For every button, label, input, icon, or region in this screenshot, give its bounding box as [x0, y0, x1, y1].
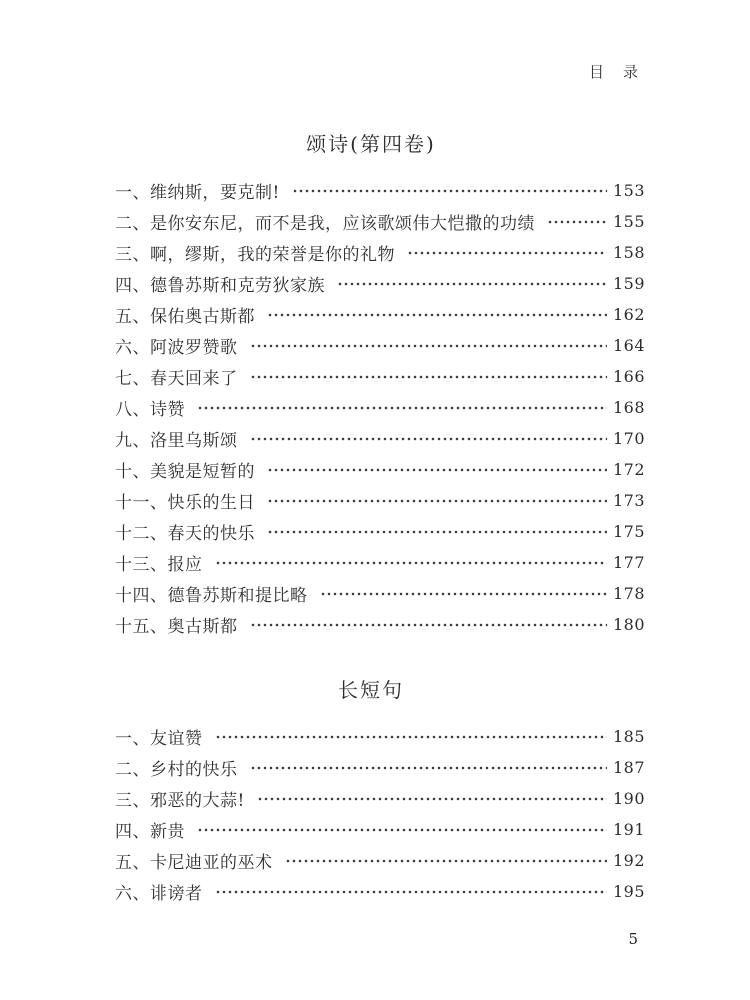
toc-entry-page: 177	[612, 553, 645, 572]
dot-leader	[547, 206, 607, 237]
toc-sections	[115, 130, 645, 907]
toc-entry-page: 158	[612, 243, 645, 262]
toc-entry-label: 十五、奥古斯都	[115, 617, 238, 637]
toc-header: 目 录	[588, 63, 640, 81]
toc-entry-label: 十一、快乐的生日	[115, 493, 255, 513]
toc-entry	[115, 485, 645, 516]
toc-entry-label: 七、春天回来了	[115, 369, 238, 389]
toc-entry-label: 二、乡村的快乐	[115, 760, 238, 780]
dot-leader	[267, 485, 607, 516]
section-entries	[115, 721, 645, 907]
toc-entry-label: 三、啊，缪斯，我的荣誉是你的礼物	[115, 245, 395, 265]
toc-entry-page: 187	[612, 758, 645, 777]
toc-entry-label: 十三、报应	[115, 555, 203, 575]
toc-entry-page: 180	[612, 615, 645, 634]
toc-entry	[115, 237, 645, 268]
dot-leader	[250, 423, 607, 454]
toc-entry-label: 二、是你安东尼，而不是我，应该歌颂伟大恺撒的功绩	[115, 214, 535, 234]
toc-entry	[115, 814, 645, 845]
toc-entry	[115, 721, 645, 752]
section-entries	[115, 175, 645, 640]
dot-leader	[215, 876, 607, 907]
toc-entry-label: 六、阿波罗赞歌	[115, 338, 238, 358]
toc-entry-label: 九、洛里乌斯颂	[115, 431, 238, 451]
toc-entry	[115, 268, 645, 299]
toc-entry	[115, 609, 645, 640]
dot-leader	[250, 609, 607, 640]
dot-leader	[292, 175, 607, 206]
toc-entry-label: 五、保佑奥古斯都	[115, 307, 255, 327]
page-number: 5	[628, 930, 638, 948]
section-title: 颂诗(第四卷)	[306, 132, 436, 156]
dot-leader	[250, 361, 607, 392]
toc-entry-page: 170	[612, 429, 645, 448]
toc-entry-page: 175	[612, 522, 645, 541]
dot-leader	[267, 299, 607, 330]
dot-leader	[197, 814, 607, 845]
toc-entry	[115, 392, 645, 423]
toc-entry-page: 192	[612, 851, 645, 870]
dot-leader	[215, 721, 607, 752]
toc-entry	[115, 361, 645, 392]
dot-leader	[407, 237, 607, 268]
dot-leader	[320, 578, 607, 609]
toc-entry-page: 168	[612, 398, 645, 417]
dot-leader	[250, 752, 607, 783]
toc-entry-page: 185	[612, 727, 645, 746]
toc-entry	[115, 299, 645, 330]
dot-leader	[215, 547, 607, 578]
toc-entry-page: 166	[612, 367, 645, 386]
toc-entry	[115, 423, 645, 454]
dot-leader	[337, 268, 607, 299]
toc-entry-label: 四、新贵	[115, 822, 185, 842]
toc-entry-page: 153	[612, 181, 645, 200]
dot-leader	[197, 392, 607, 423]
toc-entry	[115, 876, 645, 907]
dot-leader	[257, 783, 607, 814]
toc-entry-label: 十、美貌是短暂的	[115, 462, 255, 482]
toc-entry-page: 191	[612, 820, 645, 839]
toc-entry	[115, 454, 645, 485]
toc-entry-label: 六、诽谤者	[115, 884, 203, 904]
toc-entry-label: 四、德鲁苏斯和克劳狄家族	[115, 276, 325, 296]
dot-leader	[285, 845, 607, 876]
toc-entry-label: 八、诗赞	[115, 400, 185, 420]
toc-entry	[115, 175, 645, 206]
toc-entry-label: 一、维纳斯，要克制!	[115, 183, 280, 203]
toc-entry	[115, 547, 645, 578]
toc-entry-page: 195	[612, 882, 645, 901]
toc-entry	[115, 752, 645, 783]
toc-entry-page: 164	[612, 336, 645, 355]
toc-entry-label: 五、卡尼迪亚的巫术	[115, 853, 273, 873]
toc-entry-page: 162	[612, 305, 645, 324]
toc-entry-label: 一、友谊赞	[115, 729, 203, 749]
toc-section	[115, 676, 645, 907]
toc-entry-page: 173	[612, 491, 645, 510]
toc-entry	[115, 845, 645, 876]
toc-entry	[115, 516, 645, 547]
toc-entry-page: 178	[612, 584, 645, 603]
section-title: 长短句	[338, 678, 404, 702]
toc-entry-page: 172	[612, 460, 645, 479]
toc-entry	[115, 206, 645, 237]
toc-entry	[115, 783, 645, 814]
toc-entry-label: 十四、德鲁苏斯和提比略	[115, 586, 308, 606]
toc-entry	[115, 330, 645, 361]
dot-leader	[250, 330, 607, 361]
toc-entry	[115, 578, 645, 609]
toc-section	[115, 130, 645, 640]
toc-entry-page: 190	[612, 789, 645, 808]
dot-leader	[267, 516, 607, 547]
toc-entry-label: 十二、春天的快乐	[115, 524, 255, 544]
toc-entry-label: 三、邪恶的大蒜!	[115, 791, 245, 811]
toc-entry-page: 159	[612, 274, 645, 293]
toc-entry-page: 155	[612, 212, 645, 231]
dot-leader	[267, 454, 607, 485]
